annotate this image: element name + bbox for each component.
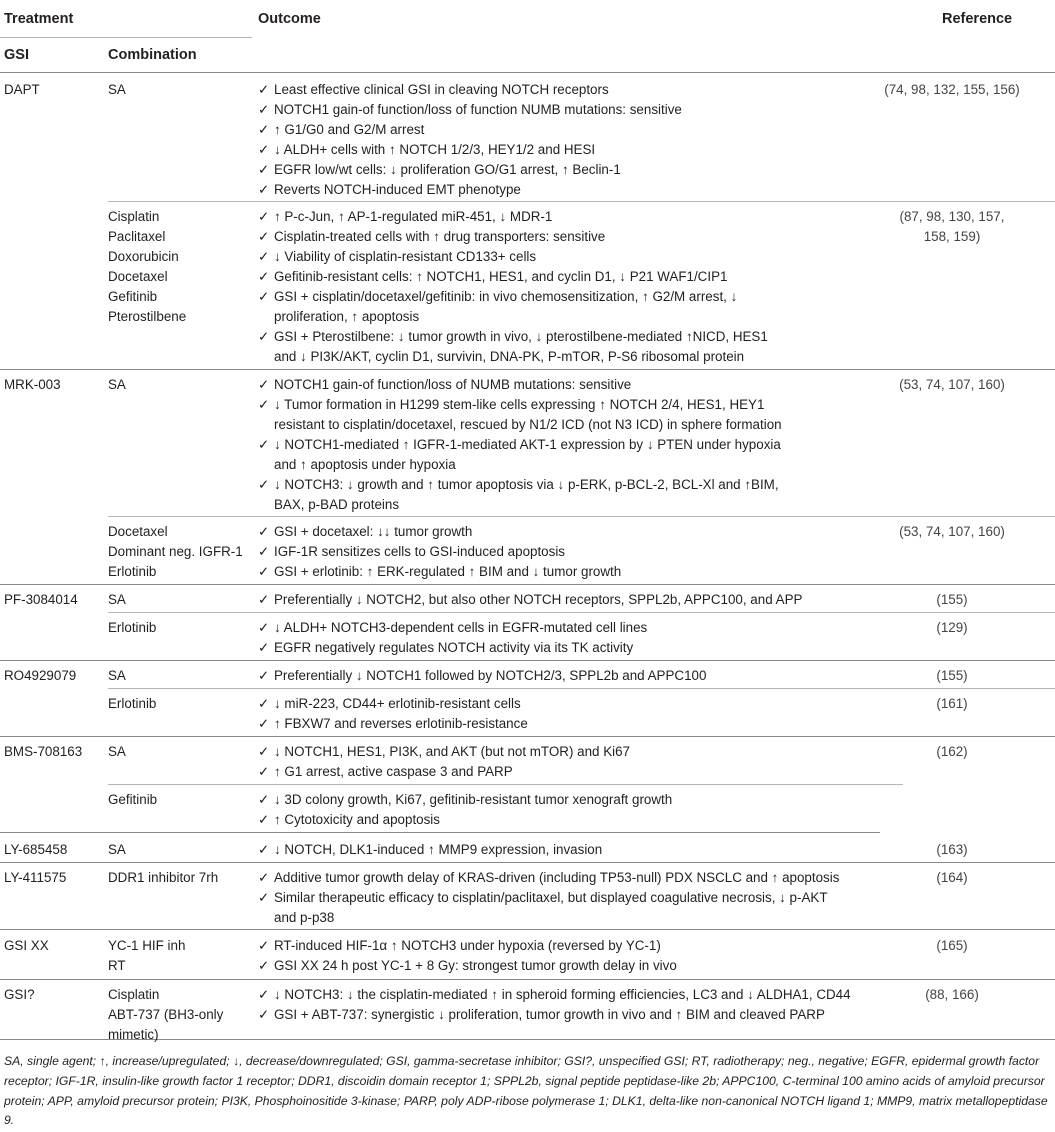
- check-icon: ✓: [258, 716, 270, 731]
- combination-cell: [108, 742, 248, 762]
- outcome-text: ↓ 3D colony growth, Ki67, gefitinib-resistant tumor xenograft growth: [274, 792, 673, 807]
- header-subrule: [0, 37, 252, 38]
- check-icon: ✓: [258, 958, 270, 973]
- check-icon: ✓: [258, 477, 270, 492]
- combination-item: SA: [108, 592, 126, 607]
- combination-cell: [108, 207, 248, 327]
- table-rule: [0, 369, 1055, 370]
- outcome-text: NOTCH1 gain-of function/loss of NUMB mutations: sensitive: [274, 377, 632, 392]
- table-rule: [0, 736, 1055, 737]
- combination-item: Docetaxel: [108, 269, 168, 284]
- outcome-item: [258, 100, 938, 120]
- outcome-item: [258, 618, 938, 638]
- check-icon: ✓: [258, 564, 270, 579]
- outcome-text: GSI XX 24 h post YC-1 + 8 Gy: strongest tumor growth delay in vivo: [274, 958, 677, 973]
- header-bottom-rule: [0, 72, 1055, 73]
- header-outcome: Outcome: [258, 11, 321, 27]
- treatment-cell: LY-685458: [4, 842, 68, 857]
- combination-item: SA: [108, 744, 126, 759]
- reference-cell: [852, 985, 1052, 1005]
- combination-item: Erlotinib: [108, 620, 157, 635]
- check-icon: ✓: [258, 209, 270, 224]
- combination-cell: [108, 522, 248, 582]
- outcome-cell: [258, 590, 938, 610]
- combination-cell: [108, 694, 248, 714]
- combination-item: Dominant neg. IGFR-1: [108, 544, 243, 559]
- outcome-item: [258, 742, 938, 762]
- outcome-item: [258, 120, 938, 140]
- outcome-text: ↓ NOTCH1, HES1, PI3K, and AKT (but not mTOR) and Ki67: [274, 744, 630, 759]
- reference-cell: [852, 522, 1052, 542]
- combination-item: Erlotinib: [108, 696, 157, 711]
- header-treatment: Treatment: [4, 11, 74, 27]
- combination-cell: [108, 375, 248, 395]
- outcome-cell: [258, 80, 938, 200]
- check-icon: ✓: [258, 142, 270, 157]
- combination-cell: [108, 618, 248, 638]
- outcome-item: [258, 840, 938, 860]
- outcome-cell: [258, 694, 938, 734]
- outcome-item: [258, 956, 938, 976]
- combination-cell: [108, 840, 248, 860]
- outcome-text: Preferentially ↓ NOTCH2, but also other NOTCH receptors, SPPL2b, APPC100, and APP: [274, 592, 803, 607]
- reference-text: (88, 166): [925, 987, 979, 1002]
- combination-item: Pterostilbene: [108, 309, 187, 324]
- reference-text: (155): [936, 592, 968, 607]
- treatment-cell: DAPT: [4, 82, 40, 97]
- outcome-item: [258, 562, 938, 582]
- combination-item: Gefitinib: [108, 792, 158, 807]
- combination-item: mimetic): [108, 1027, 159, 1042]
- outcome-item: [258, 395, 938, 435]
- combination-cell: [108, 80, 248, 100]
- table-footnote: SA, single agent; ↑, increase/upregulated; ↓, decrease/downregulated; GSI, gamma-secretase inhibitor; GSI?, unspecified GSI; RT, radiotherapy; neg., negative; EGFR, epidermal growth factor receptor; IGF-1R, insulin-like growth factor 1 receptor; DDR1, discoidin domain receptor 1; SPPL2b, signal peptide peptidase-like 2b; APPC100, C-terminal 100 amino acids of amyloid precursor protein; APP, amyloid precursor protein; PI3K, Phosphoinositide 3-kinase; PARP, poly ADP-ribose polymerase 1; DLK1, delta-like non-canonical NOTCH ligand 1; MMP9, matrix metallopeptidase 9.: [4, 1054, 1048, 1128]
- check-icon: ✓: [258, 987, 270, 1002]
- combination-item: Cisplatin: [108, 987, 160, 1002]
- outcome-text: ↓ ALDH+ NOTCH3-dependent cells in EGFR-mutated cell lines: [274, 620, 648, 635]
- treatment-cell: RO4929079: [4, 668, 77, 683]
- outcome-text: ↓ NOTCH, DLK1-induced ↑ MMP9 expression, invasion: [274, 842, 603, 857]
- combination-item: SA: [108, 82, 126, 97]
- outcome-cell: [258, 618, 938, 658]
- combination-cell: [108, 868, 248, 888]
- treatment-cell: LY-411575: [4, 870, 67, 885]
- outcome-text: GSI + ABT-737: synergistic ↓ proliferation, tumor growth in vivo and ↑ BIM and cleaved PARP: [274, 1007, 825, 1022]
- outcome-cell: [258, 936, 938, 976]
- outcome-text: GSI + docetaxel: ↓↓ tumor growth: [274, 524, 473, 539]
- reference-text: (53, 74, 107, 160): [899, 377, 1005, 392]
- outcome-text: ↓ ALDH+ cells with ↑ NOTCH 1/2/3, HEY1/2 and HESI: [274, 142, 596, 157]
- outcome-item: [258, 542, 938, 562]
- table-rule: [108, 688, 1055, 689]
- header-reference: Reference: [942, 11, 1013, 27]
- outcome-text: ↓ NOTCH3: ↓ the cisplatin-mediated ↑ in spheroid forming efficiencies, LC3 and ↓ ALDHA1, CD44: [274, 987, 851, 1002]
- table-rule: [108, 612, 1055, 613]
- outcome-item: [258, 207, 938, 227]
- header-gsi: GSI: [4, 47, 29, 63]
- outcome-item: [258, 1005, 938, 1025]
- reference-text: (87, 98, 130, 157,: [899, 209, 1005, 224]
- check-icon: ✓: [258, 1007, 270, 1022]
- combination-cell: [108, 590, 248, 610]
- outcome-text: ↑ P-c-Jun, ↑ AP-1-regulated miR-451, ↓ MDR-1: [274, 209, 553, 224]
- combination-item: Docetaxel: [108, 524, 168, 539]
- outcome-item: [258, 666, 938, 686]
- table-rule: [0, 660, 1055, 661]
- outcome-cell: [258, 375, 938, 515]
- outcome-item: [258, 868, 938, 888]
- check-icon: ✓: [258, 640, 270, 655]
- outcome-text: Reverts NOTCH-induced EMT phenotype: [274, 182, 521, 197]
- check-icon: ✓: [258, 938, 270, 953]
- outcome-text: GSI + Pterostilbene: ↓ tumor growth in vivo, ↓ pterostilbene-mediated ↑NICD, HES1 and ↓ PI3K/AKT, cyclin D1, survivin, DNA-PK, P-mTOR, P-S6 ribosomal protein: [274, 329, 768, 364]
- outcome-text: Preferentially ↓ NOTCH1 followed by NOTCH2/3, SPPL2b and APPC100: [274, 668, 707, 683]
- reference-cell: [852, 207, 1052, 247]
- reference-cell: [852, 80, 1052, 100]
- outcome-item: [258, 287, 938, 327]
- outcome-item: [258, 327, 938, 367]
- reference-text: (164): [936, 870, 968, 885]
- outcome-cell: [258, 840, 938, 860]
- reference-text: (155): [936, 668, 968, 683]
- outcome-text: Similar therapeutic efficacy to cisplatin/paclitaxel, but displayed coagulative necrosis, ↓ p-AKT and p-p38: [274, 890, 828, 925]
- outcome-item: [258, 762, 938, 782]
- check-icon: ✓: [258, 289, 270, 304]
- check-icon: ✓: [258, 182, 270, 197]
- reference-cell: [852, 590, 1052, 610]
- table-rule: [0, 832, 880, 833]
- check-icon: ✓: [258, 792, 270, 807]
- outcome-text: ↓ miR-223, CD44+ erlotinib-resistant cells: [274, 696, 521, 711]
- outcome-text: GSI + cisplatin/docetaxel/gefitinib: in vivo chemosensitization, ↑ G2/M arrest, ↓ proliferation, ↑ apoptosis: [274, 289, 738, 324]
- combination-item: SA: [108, 377, 126, 392]
- outcome-cell: [258, 666, 938, 686]
- outcome-item: [258, 180, 938, 200]
- check-icon: ✓: [258, 620, 270, 635]
- outcome-item: [258, 714, 938, 734]
- outcome-cell: [258, 790, 938, 830]
- combination-item: SA: [108, 842, 126, 857]
- outcome-text: Cisplatin-treated cells with ↑ drug transporters: sensitive: [274, 229, 606, 244]
- reference-text: 158, 159): [923, 229, 981, 244]
- treatment-cell: MRK-003: [4, 377, 61, 392]
- treatment-cell: GSI?: [4, 987, 35, 1002]
- outcome-item: [258, 375, 938, 395]
- table-rule: [108, 516, 1055, 517]
- reference-text: (163): [936, 842, 968, 857]
- reference-cell: [852, 375, 1052, 395]
- check-icon: ✓: [258, 229, 270, 244]
- table-rule: [108, 201, 1055, 202]
- treatment-cell: BMS-708163: [4, 744, 83, 759]
- check-icon: ✓: [258, 102, 270, 117]
- check-icon: ✓: [258, 544, 270, 559]
- check-icon: ✓: [258, 377, 270, 392]
- reference-cell: [852, 694, 1052, 714]
- combination-item: DDR1 inhibitor 7rh: [108, 870, 219, 885]
- treatment-cell: PF-3084014: [4, 592, 78, 607]
- reference-cell: [852, 666, 1052, 686]
- reference-text: (53, 74, 107, 160): [899, 524, 1005, 539]
- outcome-item: [258, 80, 938, 100]
- reference-text: (161): [936, 696, 968, 711]
- check-icon: ✓: [258, 437, 270, 452]
- outcome-cell: [258, 522, 938, 582]
- combination-item: Cisplatin: [108, 209, 160, 224]
- outcome-item: [258, 694, 938, 714]
- outcome-text: ↑ G1/G0 and G2/M arrest: [274, 122, 425, 137]
- outcome-text: GSI + erlotinib: ↑ ERK-regulated ↑ BIM and ↓ tumor growth: [274, 564, 622, 579]
- table-rule: [108, 784, 903, 785]
- check-icon: ✓: [258, 696, 270, 711]
- outcome-text: ↑ Cytotoxicity and apoptosis: [274, 812, 440, 827]
- check-icon: ✓: [258, 397, 270, 412]
- outcome-text: IGF-1R sensitizes cells to GSI-induced apoptosis: [274, 544, 565, 559]
- combination-item: RT: [108, 958, 126, 973]
- outcome-text: ↓ NOTCH3: ↓ growth and ↑ tumor apoptosis via ↓ p-ERK, p-BCL-2, BCL-Xl and ↑BIM, BAX, p-BAD proteins: [274, 477, 779, 512]
- outcome-item: [258, 936, 938, 956]
- combination-cell: [108, 790, 248, 810]
- outcome-item: [258, 522, 938, 542]
- check-icon: ✓: [258, 122, 270, 137]
- header-combination: Combination: [108, 47, 197, 63]
- check-icon: ✓: [258, 162, 270, 177]
- combination-item: Paclitaxel: [108, 229, 166, 244]
- outcome-item: [258, 435, 938, 475]
- check-icon: ✓: [258, 269, 270, 284]
- check-icon: ✓: [258, 329, 270, 344]
- outcome-text: ↓ NOTCH1-mediated ↑ IGFR-1-mediated AKT-1 expression by ↓ PTEN under hypoxia and ↑ apoptosis under hypoxia: [274, 437, 781, 472]
- outcome-text: Additive tumor growth delay of KRAS-driven (including TP53-null) PDX NSCLC and ↑ apoptosis: [274, 870, 840, 885]
- outcome-item: [258, 810, 938, 830]
- outcome-item: [258, 227, 938, 247]
- combination-item: ABT-737 (BH3-only: [108, 1007, 224, 1022]
- outcome-item: [258, 140, 938, 160]
- outcome-cell: [258, 985, 938, 1025]
- combination-cell: [108, 936, 248, 976]
- check-icon: ✓: [258, 842, 270, 857]
- check-icon: ✓: [258, 524, 270, 539]
- outcome-text: ↑ G1 arrest, active caspase 3 and PARP: [274, 764, 513, 779]
- combination-item: Doxorubicin: [108, 249, 179, 264]
- table-rule: [0, 584, 1055, 585]
- reference-text: (129): [936, 620, 968, 635]
- reference-text: (165): [936, 938, 968, 953]
- outcome-text: EGFR low/wt cells: ↓ proliferation GO/G1 arrest, ↑ Beclin-1: [274, 162, 621, 177]
- combination-item: Gefitinib: [108, 289, 158, 304]
- combination-item: Erlotinib: [108, 564, 157, 579]
- outcome-text: Gefitinib-resistant cells: ↑ NOTCH1, HES1, and cyclin D1, ↓ P21 WAF1/CIP1: [274, 269, 728, 284]
- table-rule: [0, 979, 1055, 980]
- outcome-text: ↓ Viability of cisplatin-resistant CD133+ cells: [274, 249, 537, 264]
- outcome-text: NOTCH1 gain-of function/loss of function NUMB mutations: sensitive: [274, 102, 682, 117]
- outcome-cell: [258, 868, 938, 928]
- check-icon: ✓: [258, 82, 270, 97]
- check-icon: ✓: [258, 870, 270, 885]
- reference-text: (162): [936, 744, 968, 759]
- outcome-item: [258, 475, 938, 515]
- outcome-item: [258, 638, 938, 658]
- reference-text: (74, 98, 132, 155, 156): [884, 82, 1020, 97]
- outcome-text: RT-induced HIF-1α ↑ NOTCH3 under hypoxia (reversed by YC-1): [274, 938, 661, 953]
- check-icon: ✓: [258, 890, 270, 905]
- table-rule: [0, 929, 1055, 930]
- outcome-item: [258, 247, 938, 267]
- check-icon: ✓: [258, 249, 270, 264]
- check-icon: ✓: [258, 744, 270, 759]
- check-icon: ✓: [258, 812, 270, 827]
- reference-cell: [852, 868, 1052, 888]
- reference-cell: [852, 618, 1052, 638]
- check-icon: ✓: [258, 668, 270, 683]
- outcome-text: ↓ Tumor formation in H1299 stem-like cells expressing ↑ NOTCH 2/4, HES1, HEY1 resistant to cisplatin/docetaxel, rescued by N1/2 ICD (not N3 ICD) in sphere formation: [274, 397, 782, 432]
- outcome-text: EGFR negatively regulates NOTCH activity via its TK activity: [274, 640, 634, 655]
- reference-cell: [852, 742, 1052, 762]
- check-icon: ✓: [258, 592, 270, 607]
- outcome-cell: [258, 742, 938, 782]
- reference-cell: [852, 840, 1052, 860]
- outcome-item: [258, 160, 938, 180]
- table-rule: [0, 862, 1055, 863]
- outcome-cell: [258, 207, 938, 367]
- reference-cell: [852, 936, 1052, 956]
- combination-cell: [108, 666, 248, 686]
- combination-cell: [108, 985, 248, 1045]
- treatment-cell: GSI XX: [4, 938, 49, 953]
- combination-item: YC-1 HIF inh: [108, 938, 186, 953]
- outcome-item: [258, 590, 938, 610]
- outcome-text: Least effective clinical GSI in cleaving NOTCH receptors: [274, 82, 609, 97]
- combination-item: SA: [108, 668, 126, 683]
- outcome-item: [258, 267, 938, 287]
- outcome-item: [258, 790, 938, 810]
- outcome-item: [258, 888, 938, 928]
- outcome-item: [258, 985, 938, 1005]
- check-icon: ✓: [258, 764, 270, 779]
- outcome-text: ↑ FBXW7 and reverses erlotinib-resistance: [274, 716, 528, 731]
